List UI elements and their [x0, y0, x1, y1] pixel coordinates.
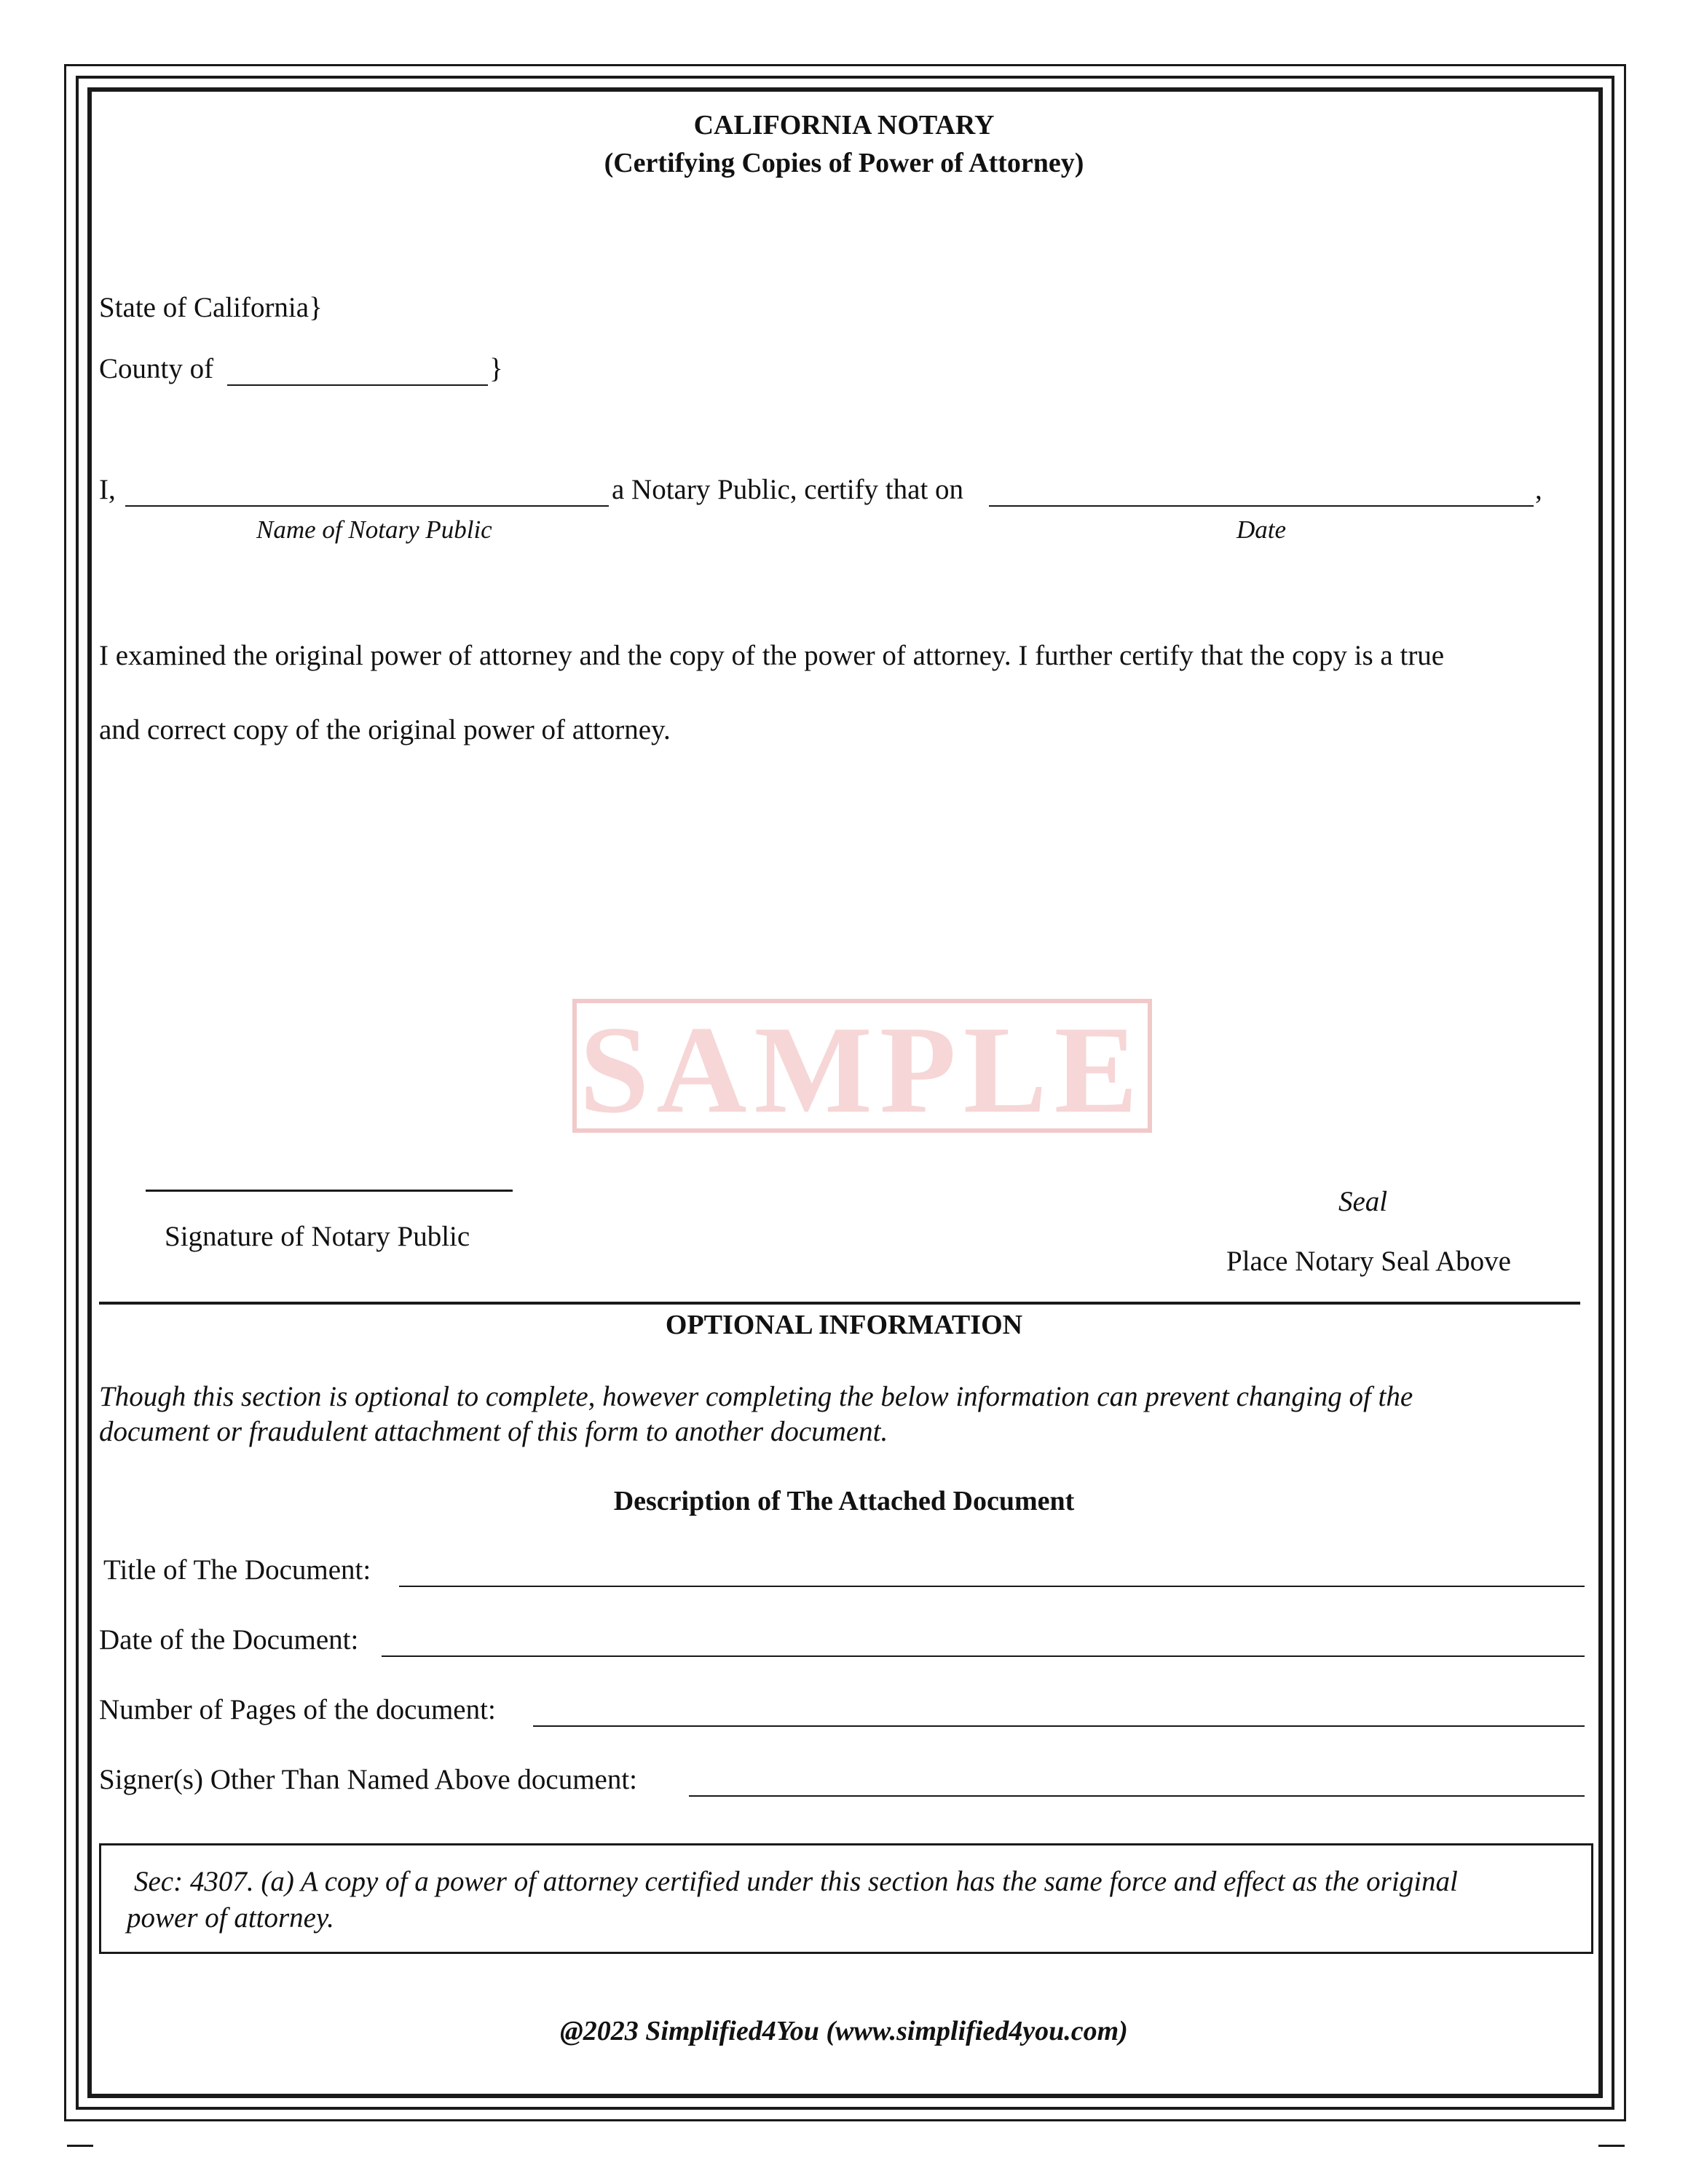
- form-subtitle: (Certifying Copies of Power of Attorney): [604, 148, 1084, 178]
- statute-line-1: Sec: 4307. (a) A copy of a power of attorney certified under this section has the same force and effect as the original: [134, 1866, 1458, 1897]
- section-divider: [99, 1302, 1580, 1305]
- state-line: State of California}: [99, 292, 323, 323]
- copyright-footer: @2023 Simplified4You (www.simplified4you.com): [560, 2016, 1128, 2046]
- sample-watermark: [572, 999, 1152, 1139]
- signature-line[interactable]: [146, 1190, 513, 1192]
- seal-label: Seal: [1338, 1186, 1388, 1217]
- statement-line-2: and correct copy of the original power of attorney.: [99, 714, 671, 745]
- field-label-signers: Signer(s) Other Than Named Above document:: [99, 1764, 638, 1795]
- document-date-blank[interactable]: [382, 1655, 1585, 1657]
- statute-line-2: power of attorney.: [127, 1902, 334, 1934]
- seal-caption: Place Notary Seal Above: [1226, 1246, 1511, 1277]
- optional-heading: OPTIONAL INFORMATION: [665, 1310, 1023, 1340]
- statement-line-1: I examined the original power of attorney and the copy of the power of attorney. I further certify that the copy is a true: [99, 640, 1445, 671]
- field-label-title: Title of The Document:: [103, 1554, 371, 1586]
- optional-intro-line-1: Though this section is optional to complete, however completing the below information can prevent changing of the: [99, 1381, 1413, 1412]
- county-close: }: [489, 353, 503, 384]
- notary-name-blank[interactable]: [125, 505, 609, 507]
- page-count-blank[interactable]: [533, 1725, 1585, 1727]
- optional-intro-line-2: document or fraudulent attachment of this form to another document.: [99, 1416, 888, 1447]
- cert-middle: a Notary Public, certify that on: [612, 474, 964, 505]
- cert-suffix: ,: [1535, 474, 1542, 505]
- certification-date-blank[interactable]: [989, 505, 1534, 507]
- corner-mark-left: [67, 2145, 93, 2147]
- other-signers-blank[interactable]: [689, 1795, 1585, 1797]
- corner-mark-right: [1598, 2145, 1625, 2147]
- county-blank[interactable]: [227, 384, 488, 386]
- cert-prefix: I,: [99, 474, 116, 505]
- signature-caption: Signature of Notary Public: [165, 1221, 470, 1252]
- document-title-blank[interactable]: [399, 1586, 1585, 1587]
- attached-doc-heading: Description of The Attached Document: [613, 1486, 1075, 1516]
- form-title: CALIFORNIA NOTARY: [693, 110, 995, 141]
- sample-watermark-text: SAMPLE: [579, 1001, 1145, 1139]
- county-label: County of: [99, 353, 214, 384]
- date-caption: Date: [1237, 515, 1287, 544]
- notary-name-caption: Name of Notary Public: [256, 515, 492, 544]
- field-label-pages: Number of Pages of the document:: [99, 1694, 496, 1725]
- statute-note-box: [99, 1843, 1593, 1954]
- field-label-date: Date of the Document:: [99, 1624, 359, 1655]
